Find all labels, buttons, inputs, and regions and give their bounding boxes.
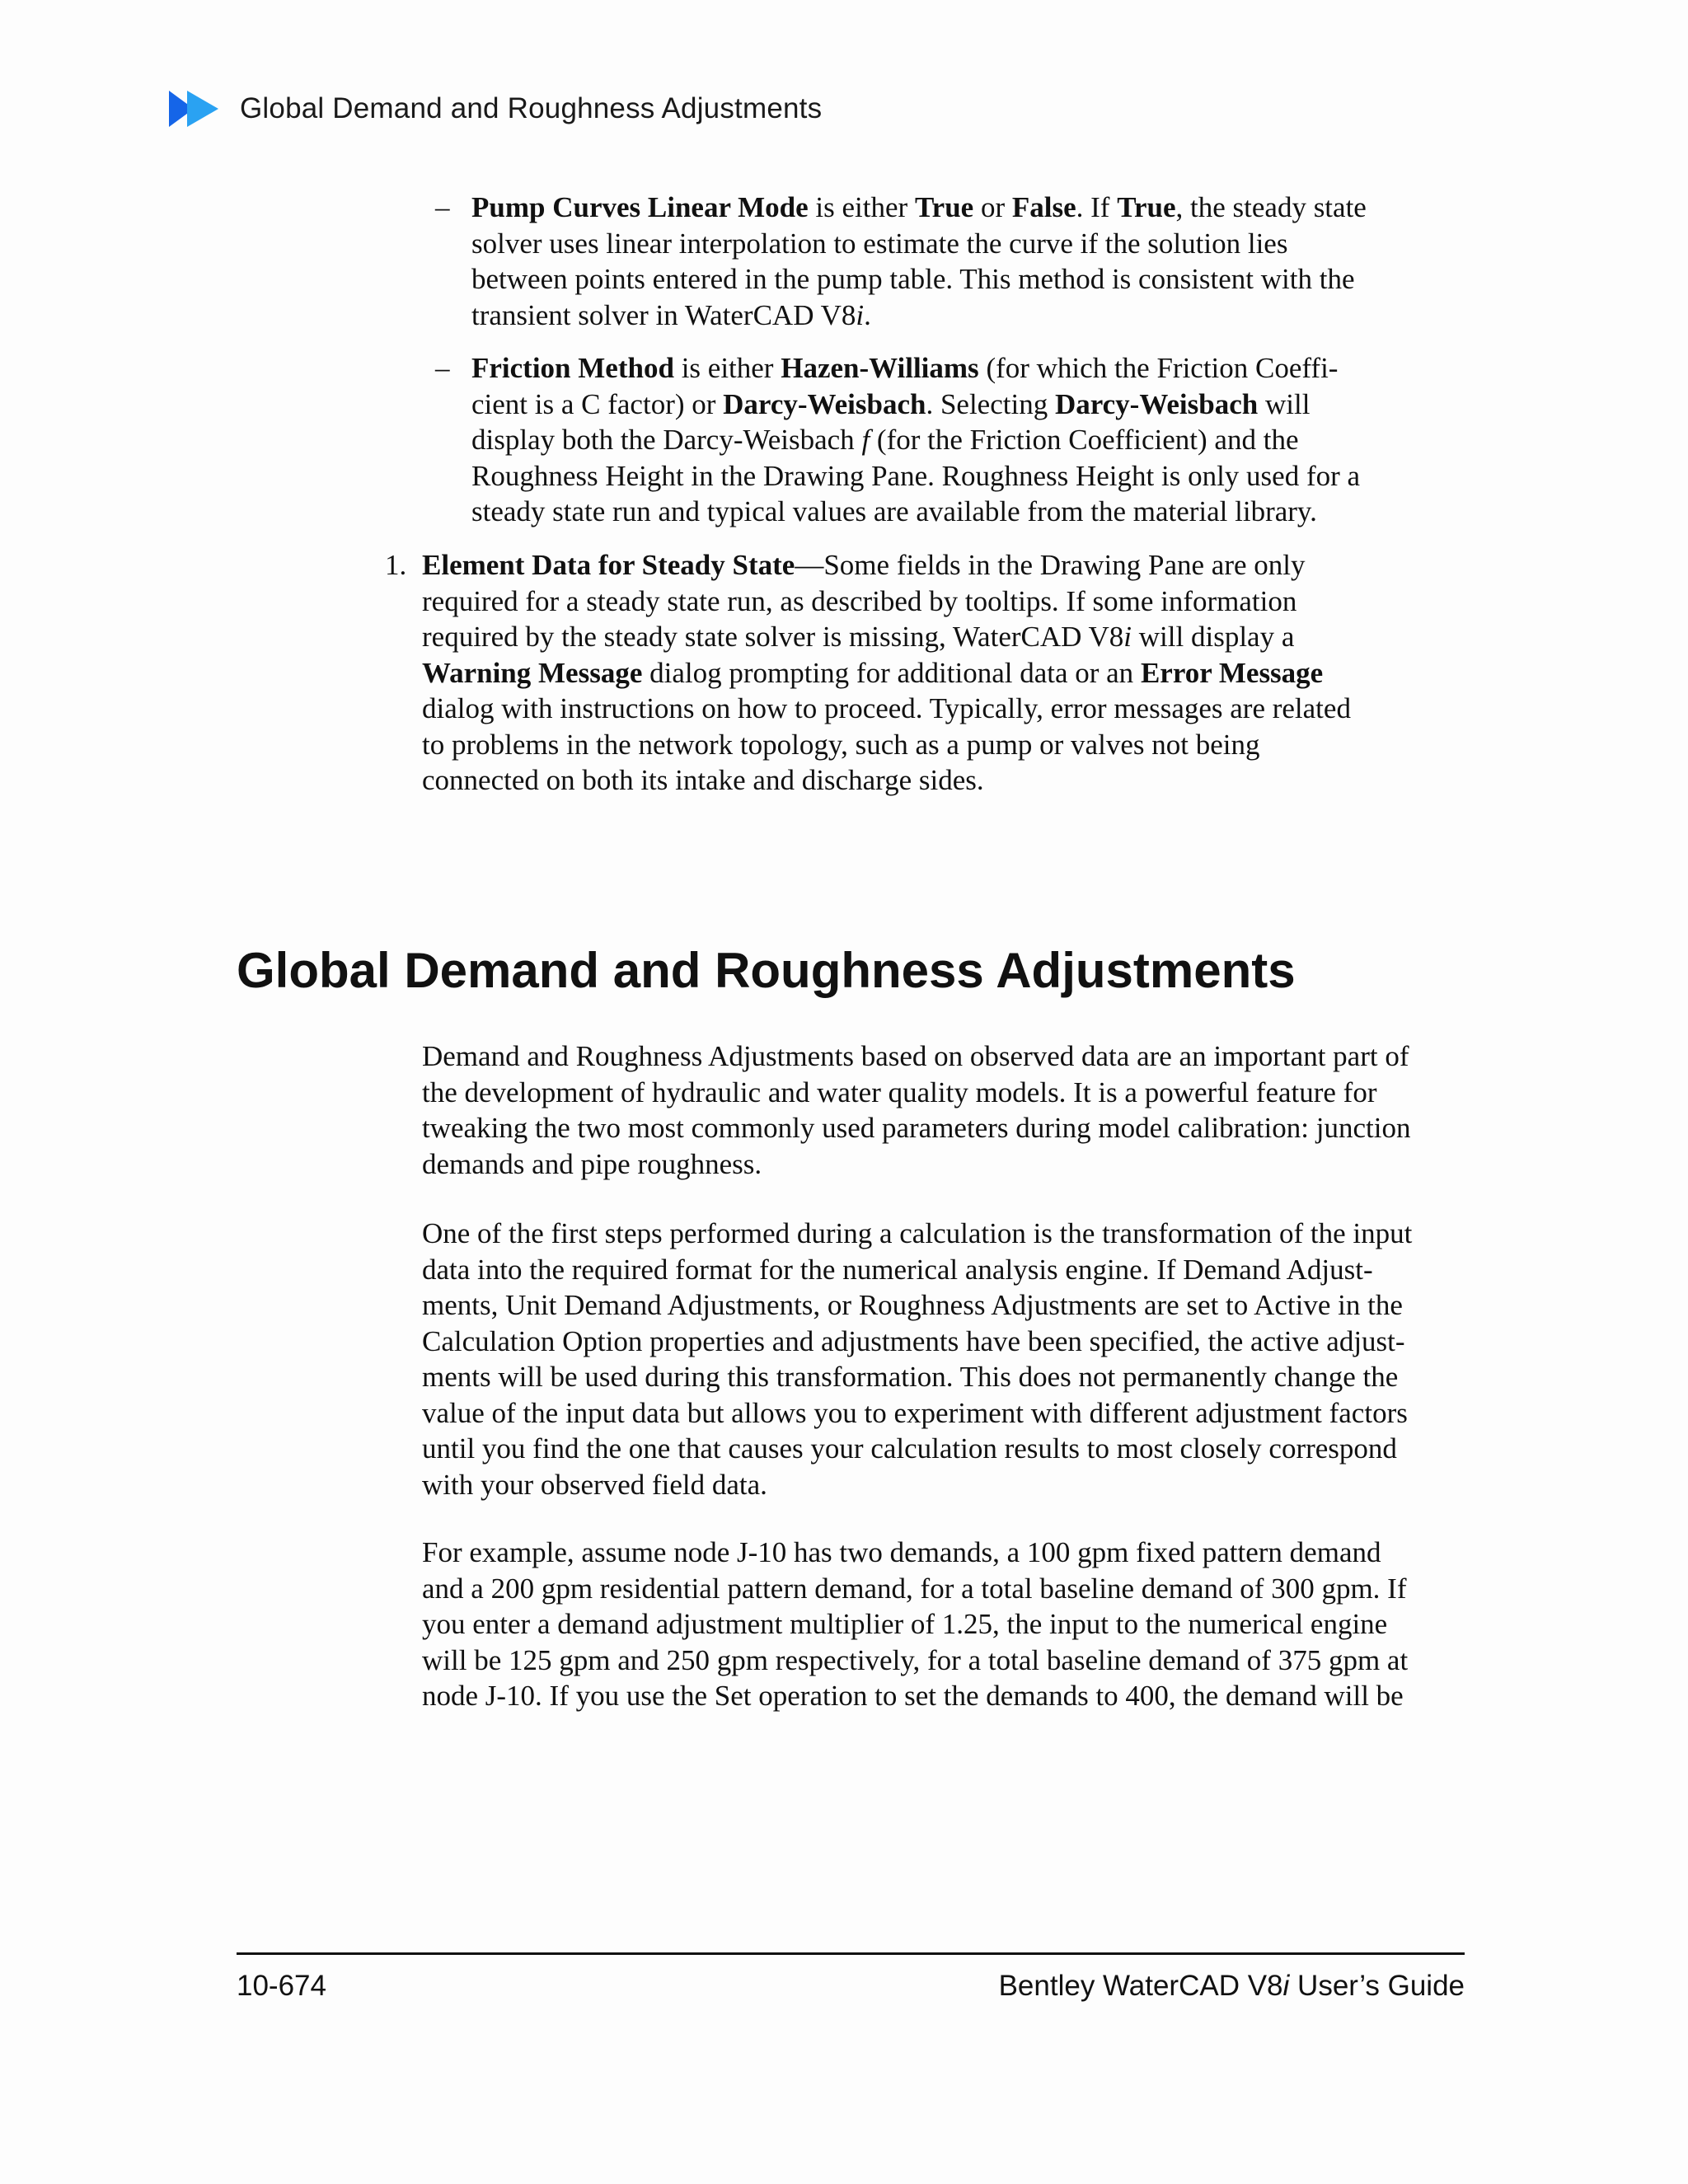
numbered-item-element-data [385, 547, 1469, 799]
item-number: 1. [385, 549, 407, 581]
double-arrow-icon [169, 91, 222, 127]
paragraph-intro [422, 1038, 1470, 1182]
paragraph-example [422, 1535, 1470, 1714]
text-line: For example, assume node J-10 has two demands, a 100 gpm fixed pattern demand [422, 1536, 1381, 1568]
dash-bullet: – [435, 191, 450, 223]
text-line: Pump Curves Linear Mode is either True or False. If True, the steady state [471, 191, 1367, 223]
text-line: Calculation Option properties and adjustments have been specified, the active adjust- [422, 1324, 1405, 1357]
paragraph-transformation [422, 1216, 1470, 1502]
text-line: node J-10. If you use the Set operation to set the demands to 400, the demand will be [422, 1680, 1404, 1712]
guide-title: Bentley WaterCAD V8i User’s Guide [998, 1970, 1465, 2002]
dash-item-pump-curves [435, 190, 1461, 333]
page-number: 10-674 [237, 1970, 326, 2002]
text-line: solver uses linear interpolation to estimate the curve if the solution lies [471, 227, 1288, 260]
text-line: the development of hydraulic and water quality models. It is a powerful feature for [422, 1076, 1377, 1108]
text-line: display both the Darcy-Weisbach f (for the Friction Coefficient) and the [471, 424, 1299, 456]
text-line: Element Data for Steady State—Some fields in the Drawing Pane are only [422, 549, 1306, 581]
header-title: Global Demand and Roughness Adjustments [240, 92, 823, 124]
text-line: connected on both its intake and discharge sides. [422, 764, 984, 796]
text-line: transient solver in WaterCAD V8i. [471, 298, 871, 331]
text-line: dialog with instructions on how to proceed. Typically, error messages are related [422, 692, 1351, 724]
text-line: until you find the one that causes your calculation results to most closely correspond [422, 1432, 1397, 1465]
text-line: tweaking the two most commonly used parameters during model calibration: junction [422, 1112, 1411, 1144]
text-line: demands and pipe roughness. [422, 1147, 762, 1180]
text-line: data into the required format for the numerical analysis engine. If Demand Adjust- [422, 1253, 1373, 1286]
dash-bullet: – [435, 352, 450, 384]
text-line: between points entered in the pump table. This method is consistent with the [471, 263, 1355, 295]
text-line: steady state run and typical values are available from the material library. [471, 495, 1317, 527]
text-line: to problems in the network topology, such as a pump or valves not being [422, 728, 1260, 761]
dash-item-friction-method [435, 350, 1461, 530]
section-heading: Global Demand and Roughness Adjustments [237, 943, 1296, 998]
text-line: and a 200 gpm residential pattern demand, for a total baseline demand of 300 gpm. If [422, 1572, 1407, 1605]
text-line: will be 125 gpm and 250 gpm respectively, for a total baseline demand of 375 gpm at [422, 1643, 1409, 1676]
text-line: required by the steady state solver is missing, WaterCAD V8i will display a [422, 621, 1295, 653]
text-line: ments, Unit Demand Adjustments, or Roughness Adjustments are set to Active in the [422, 1289, 1403, 1321]
text-line: value of the input data but allows you to experiment with different adjustment factors [422, 1396, 1408, 1429]
running-header [169, 86, 822, 132]
footer-divider [237, 1952, 1465, 1955]
text-line: Warning Message dialog prompting for additional data or an Error Message [422, 656, 1324, 689]
text-line: Friction Method is either Hazen-Williams (for which the Friction Coeffi- [471, 352, 1339, 384]
text-line: Demand and Roughness Adjustments based on observed data are an important part of [422, 1040, 1409, 1072]
text-line: ments will be used during this transformation. This does not permanently change the [422, 1361, 1399, 1393]
text-line: One of the first steps performed during a calculation is the transformation of the input [422, 1217, 1413, 1249]
text-line: required for a steady state run, as described by tooltips. If some information [422, 584, 1297, 617]
text-line: Roughness Height in the Drawing Pane. Roughness Height is only used for a [471, 459, 1361, 492]
text-line: you enter a demand adjustment multiplier of 1.25, the input to the numerical engine [422, 1608, 1388, 1640]
text-line: with your observed field data. [422, 1468, 767, 1501]
text-line: cient is a C factor) or Darcy-Weisbach. Selecting Darcy-Weisbach will [471, 387, 1311, 420]
